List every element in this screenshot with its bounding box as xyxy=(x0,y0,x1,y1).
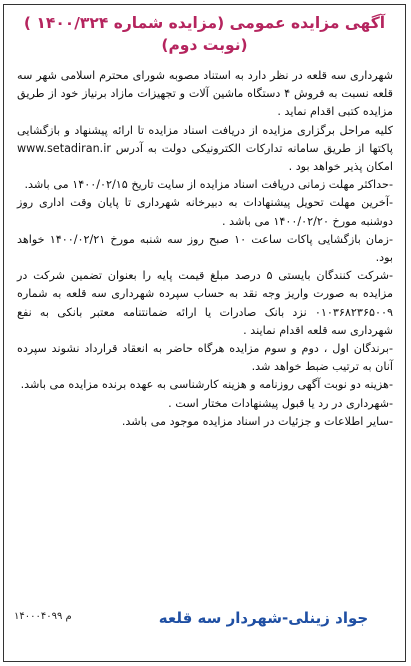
signature: جواد زینلی-شهردار سه قلعه xyxy=(158,609,369,627)
paragraph-opening-time: -زمان بازگشایی پاکات ساعت ۱۰ صبح روز سه شنبه مورخ ۱۴۰۰/۰۲/۲۱ خواهد بود. xyxy=(17,232,393,265)
paragraph-guarantee: -شرکت کنندگان بایستی ۵ درصد مبلغ قیمت پایه را بعنوان تضمین شرکت در مزایده به صورت واریز وجه نقد به حساب سپرده شهرداری سه قلعه به شماره ۰۱۰۳۶۸۲۳۶۵۰۰۹ نزد بانک صادرات یا ارائه ضمانتنامه معتبر بانکی به نفع شهرداری سه قلعه اقدام نمایند . xyxy=(17,269,393,337)
paragraph-other-info: -سایر اطلاعات و جزئیات در اسناد مزایده موجود می باشد. xyxy=(121,414,393,428)
notice-subtitle: (نوبت دوم) xyxy=(161,36,248,54)
notice-body xyxy=(17,67,393,431)
paragraph-document-deadline: -حداکثر مهلت زمانی دریافت اسناد مزایده از سایت تاریخ ۱۴۰۰/۰۲/۱۵ می باشد. xyxy=(24,178,393,192)
notice-title: آگهی مزایده عمومی (مزایده شماره ۱۴۰۰/۳۲۴ ) xyxy=(23,14,386,32)
paragraph-submission-deadline: -آخرین مهلت تحویل پیشنهادات به دبیرخانه شهرداری تا پایان وقت اداری روز دوشنبه مورخ ۱۴۰۰/۰۲/۲۰ می باشد . xyxy=(17,196,393,228)
paragraph-portal: کلیه مراحل برگزاری مزایده از دریافت اسناد مزایده تا ارائه پیشنهاد و بازگشایی پاکتها از طریق سامانه تدارکات الکترونیکی دولت به آدرس www.setadiran.ir امکان پذیر خواهد بود . xyxy=(17,123,393,174)
notice-frame xyxy=(3,4,406,662)
paragraph-rights: -شهرداری در رد یا قبول پیشنهادات مختار است . xyxy=(168,396,393,410)
paragraph-winners: -برندگان اول ، دوم و سوم مزایده هرگاه حاضر به انعقاد قرارداد نشوند سپرده آنان به ترتیب ضبط خواهد شد. xyxy=(17,342,393,374)
paragraph-intro: شهرداری سه قلعه در نظر دارد به استناد مصوبه شورای محترم اسلامی شهر سه قلعه نسبت به فروش ۴ دستگاه ماشین آلات و تجهیزات مازاد برنیاز خود از طریق مزایده کتبی اقدام نماید . xyxy=(17,69,393,119)
notice-code: م ۱۴۰۰۰۴۰۹۹ xyxy=(14,611,72,622)
paragraph-costs: -هزینه دو نوبت آگهی روزنامه و هزینه کارشناسی به عهده برنده مزایده می باشد. xyxy=(20,378,393,392)
